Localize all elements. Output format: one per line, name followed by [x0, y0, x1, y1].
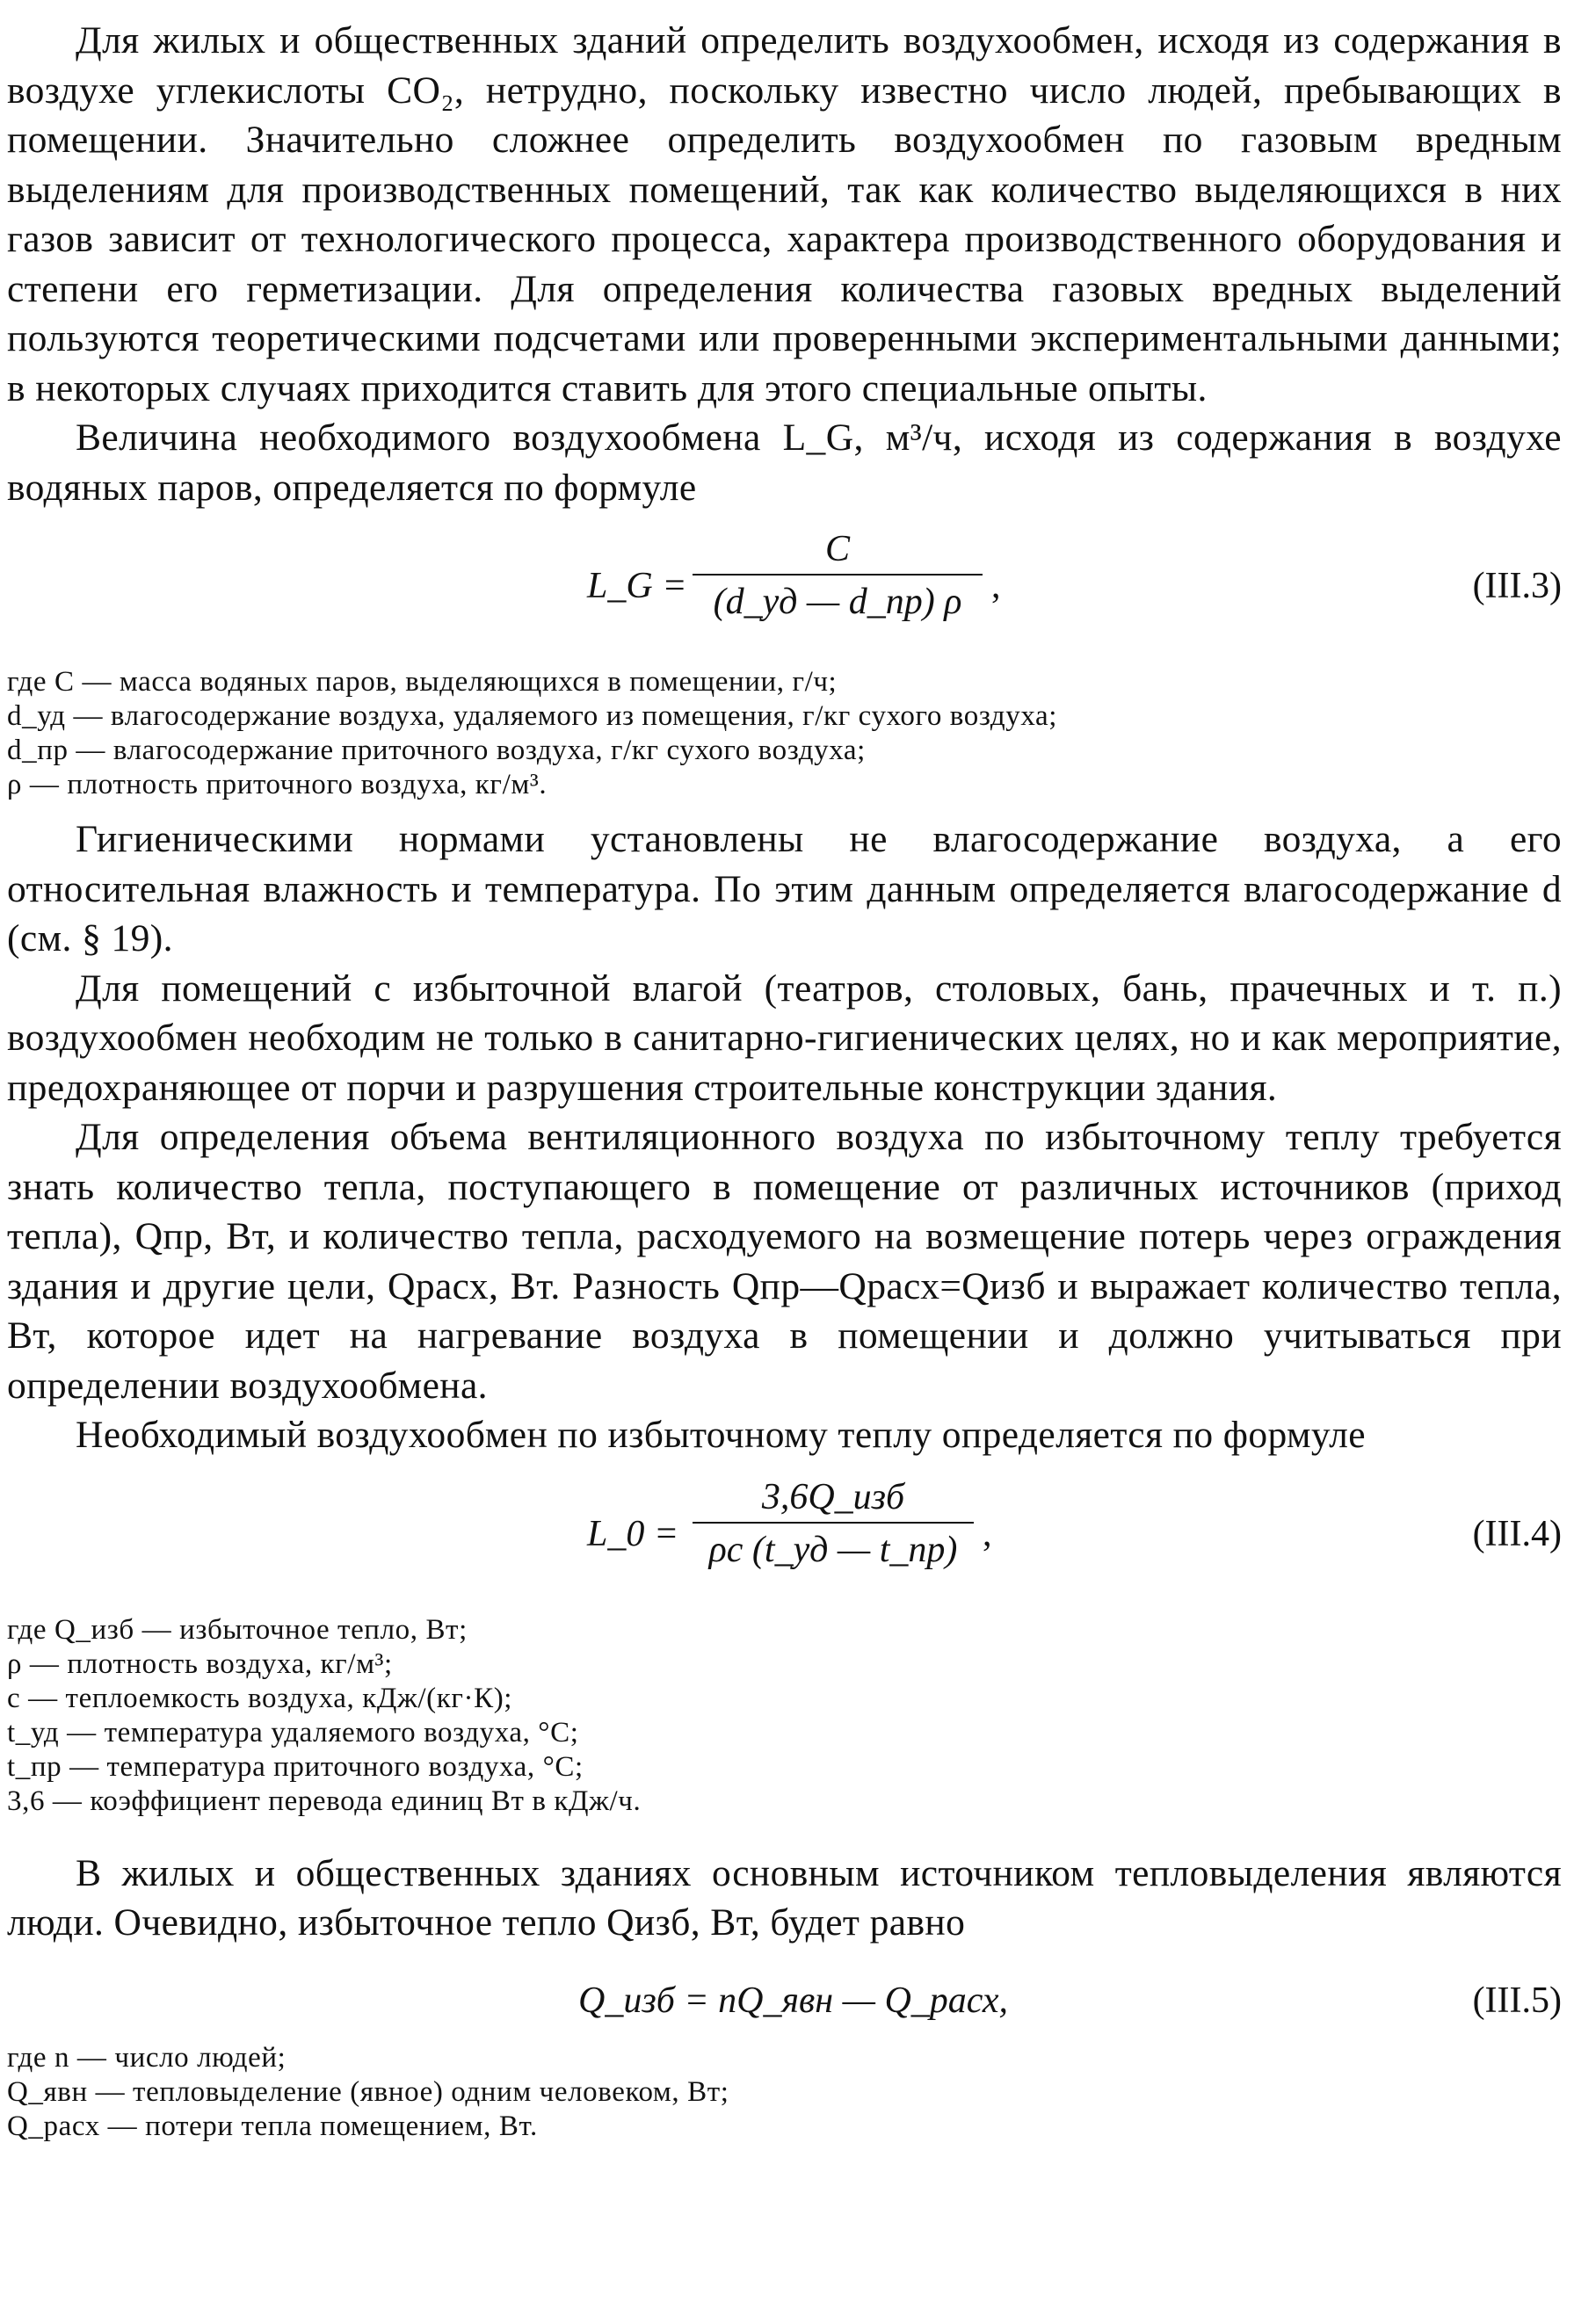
- formula-number: (III.3): [1472, 566, 1562, 606]
- legend-line: 3,6 — коэффициент перевода единиц Вт в кДж/ч.: [7, 1785, 642, 1817]
- formula-lhs: L_0 =: [587, 1513, 679, 1554]
- paragraph-heat-formula-intro: Необходимый воздухообмен по избыточному теплу определяется по формуле: [76, 1414, 1366, 1456]
- formula-lhs: L_G =: [587, 566, 687, 606]
- paragraph-moisture-intro: Величина необходимого воздухообмена L_G, м³/ч, исходя из содержания в воздухе водяных паров, определяется по формуле: [7, 416, 1562, 509]
- legend-line: t_пр — температура приточного воздуха, °С;: [7, 1750, 584, 1783]
- paragraph-people-heat: В жилых и общественных зданиях основным источником тепловыделения являются люди. Очевидно, избыточное тепло Qизб, Вт, будет равно: [7, 1851, 1562, 1944]
- legend-line: d_пр — влагосодержание приточного воздуха, г/кг сухого воздуха;: [7, 735, 866, 766]
- legend-line: d_уд — влагосодержание воздуха, удаляемого из помещения, г/кг сухого воздуха;: [7, 700, 1058, 732]
- legend-line: Q_расх — потери тепла помещением, Вт.: [7, 2110, 538, 2142]
- paragraph-co2: Для жилых и общественных зданий определить воздухообмен, исходя из содержания в воздухе углекислоты CO₂, нетрудно, поскольку известно число людей, пребывающих в помещении. Значительно сложнее определить воздухообмен по газовым вредным выделениям для производственных помещений, так как количество выделяющихся в них газов зависит от технологического процесса, характера производственного оборудования и степени его герметизации. Для определения количества газовых вредных выделений пользуются теоретическими подсчетами или проверенными экспериментальными данными; в некоторых случаях приходится ставить для этого специальные опыты.: [7, 19, 1562, 409]
- formula-denominator: (d_уд — d_пр) ρ: [693, 574, 983, 623]
- paragraph-excess-moisture: Для помещений с избыточной влагой (театров, столовых, бань, прачечных и т. п.) воздухообмен необходим не только в санитарно-гигиенических целях, но и как мероприятие, предохраняющее от порчи и разрушения строительные конструкции здания.: [7, 967, 1562, 1109]
- legend-line: где C — масса водяных паров, выделяющихся в помещении, г/ч;: [7, 666, 838, 698]
- legend-line: Q_явн — тепловыделение (явное) одним человеком, Вт;: [7, 2075, 729, 2108]
- formula-expression: Q_изб = nQ_явн — Q_расх,: [578, 1980, 1009, 2021]
- legend-line: t_уд — температура удаляемого воздуха, °С;: [7, 1716, 579, 1748]
- formula-fraction: [693, 528, 983, 623]
- formula-numerator: 3,6Q_изб: [761, 1476, 905, 1517]
- paragraph-hygiene: Гигиеническими нормами установлены не влагосодержание воздуха, а его относительная влажность и температура. По этим данным определяется влагосодержание d (см. § 19).: [7, 818, 1562, 959]
- formula-denominator: ρc (t_уд — t_пр): [693, 1522, 974, 1571]
- legend-iii-5: [7, 2041, 1562, 2144]
- formula-number: (III.5): [1472, 1980, 1562, 2021]
- formula-fraction: [693, 1476, 974, 1571]
- paragraph-excess-heat: Для определения объема вентиляционного воздуха по избыточному теплу требуется знать количество тепла, поступающего в помещение от различных источников (приход тепла), Qпр, Вт, и количество тепла, расходуемого на возмещение потерь через ограждения здания и другие цели, Qрасх, Вт. Разность Qпр—Qрасх=Qизб и выражает количество тепла, Вт, которое идет на нагревание воздуха в помещении и должно учитываться при определении воздухообмена.: [7, 1116, 1562, 1407]
- formula-comma: ,: [983, 1513, 992, 1554]
- formula-numerator: C: [824, 529, 850, 569]
- legend-line: ρ — плотность приточного воздуха, кг/м³.: [7, 769, 548, 800]
- legend-line: ρ — плотность воздуха, кг/м³;: [7, 1647, 393, 1680]
- formula-iii-5: [7, 1964, 1562, 2036]
- formula-iii-3: [7, 528, 1562, 660]
- legend-line: где Q_изб — избыточное тепло, Вт;: [7, 1613, 468, 1646]
- legend-line: где n — число людей;: [7, 2041, 287, 2074]
- formula-comma: ,: [991, 566, 1001, 606]
- formula-iii-4: [7, 1476, 1562, 1608]
- formula-number: (III.4): [1472, 1513, 1562, 1554]
- legend-line: c — теплоемкость воздуха, кДж/(кг·К);: [7, 1682, 513, 1714]
- legend-iii-4: [7, 1613, 1562, 1819]
- legend-iii-3: [7, 665, 1562, 802]
